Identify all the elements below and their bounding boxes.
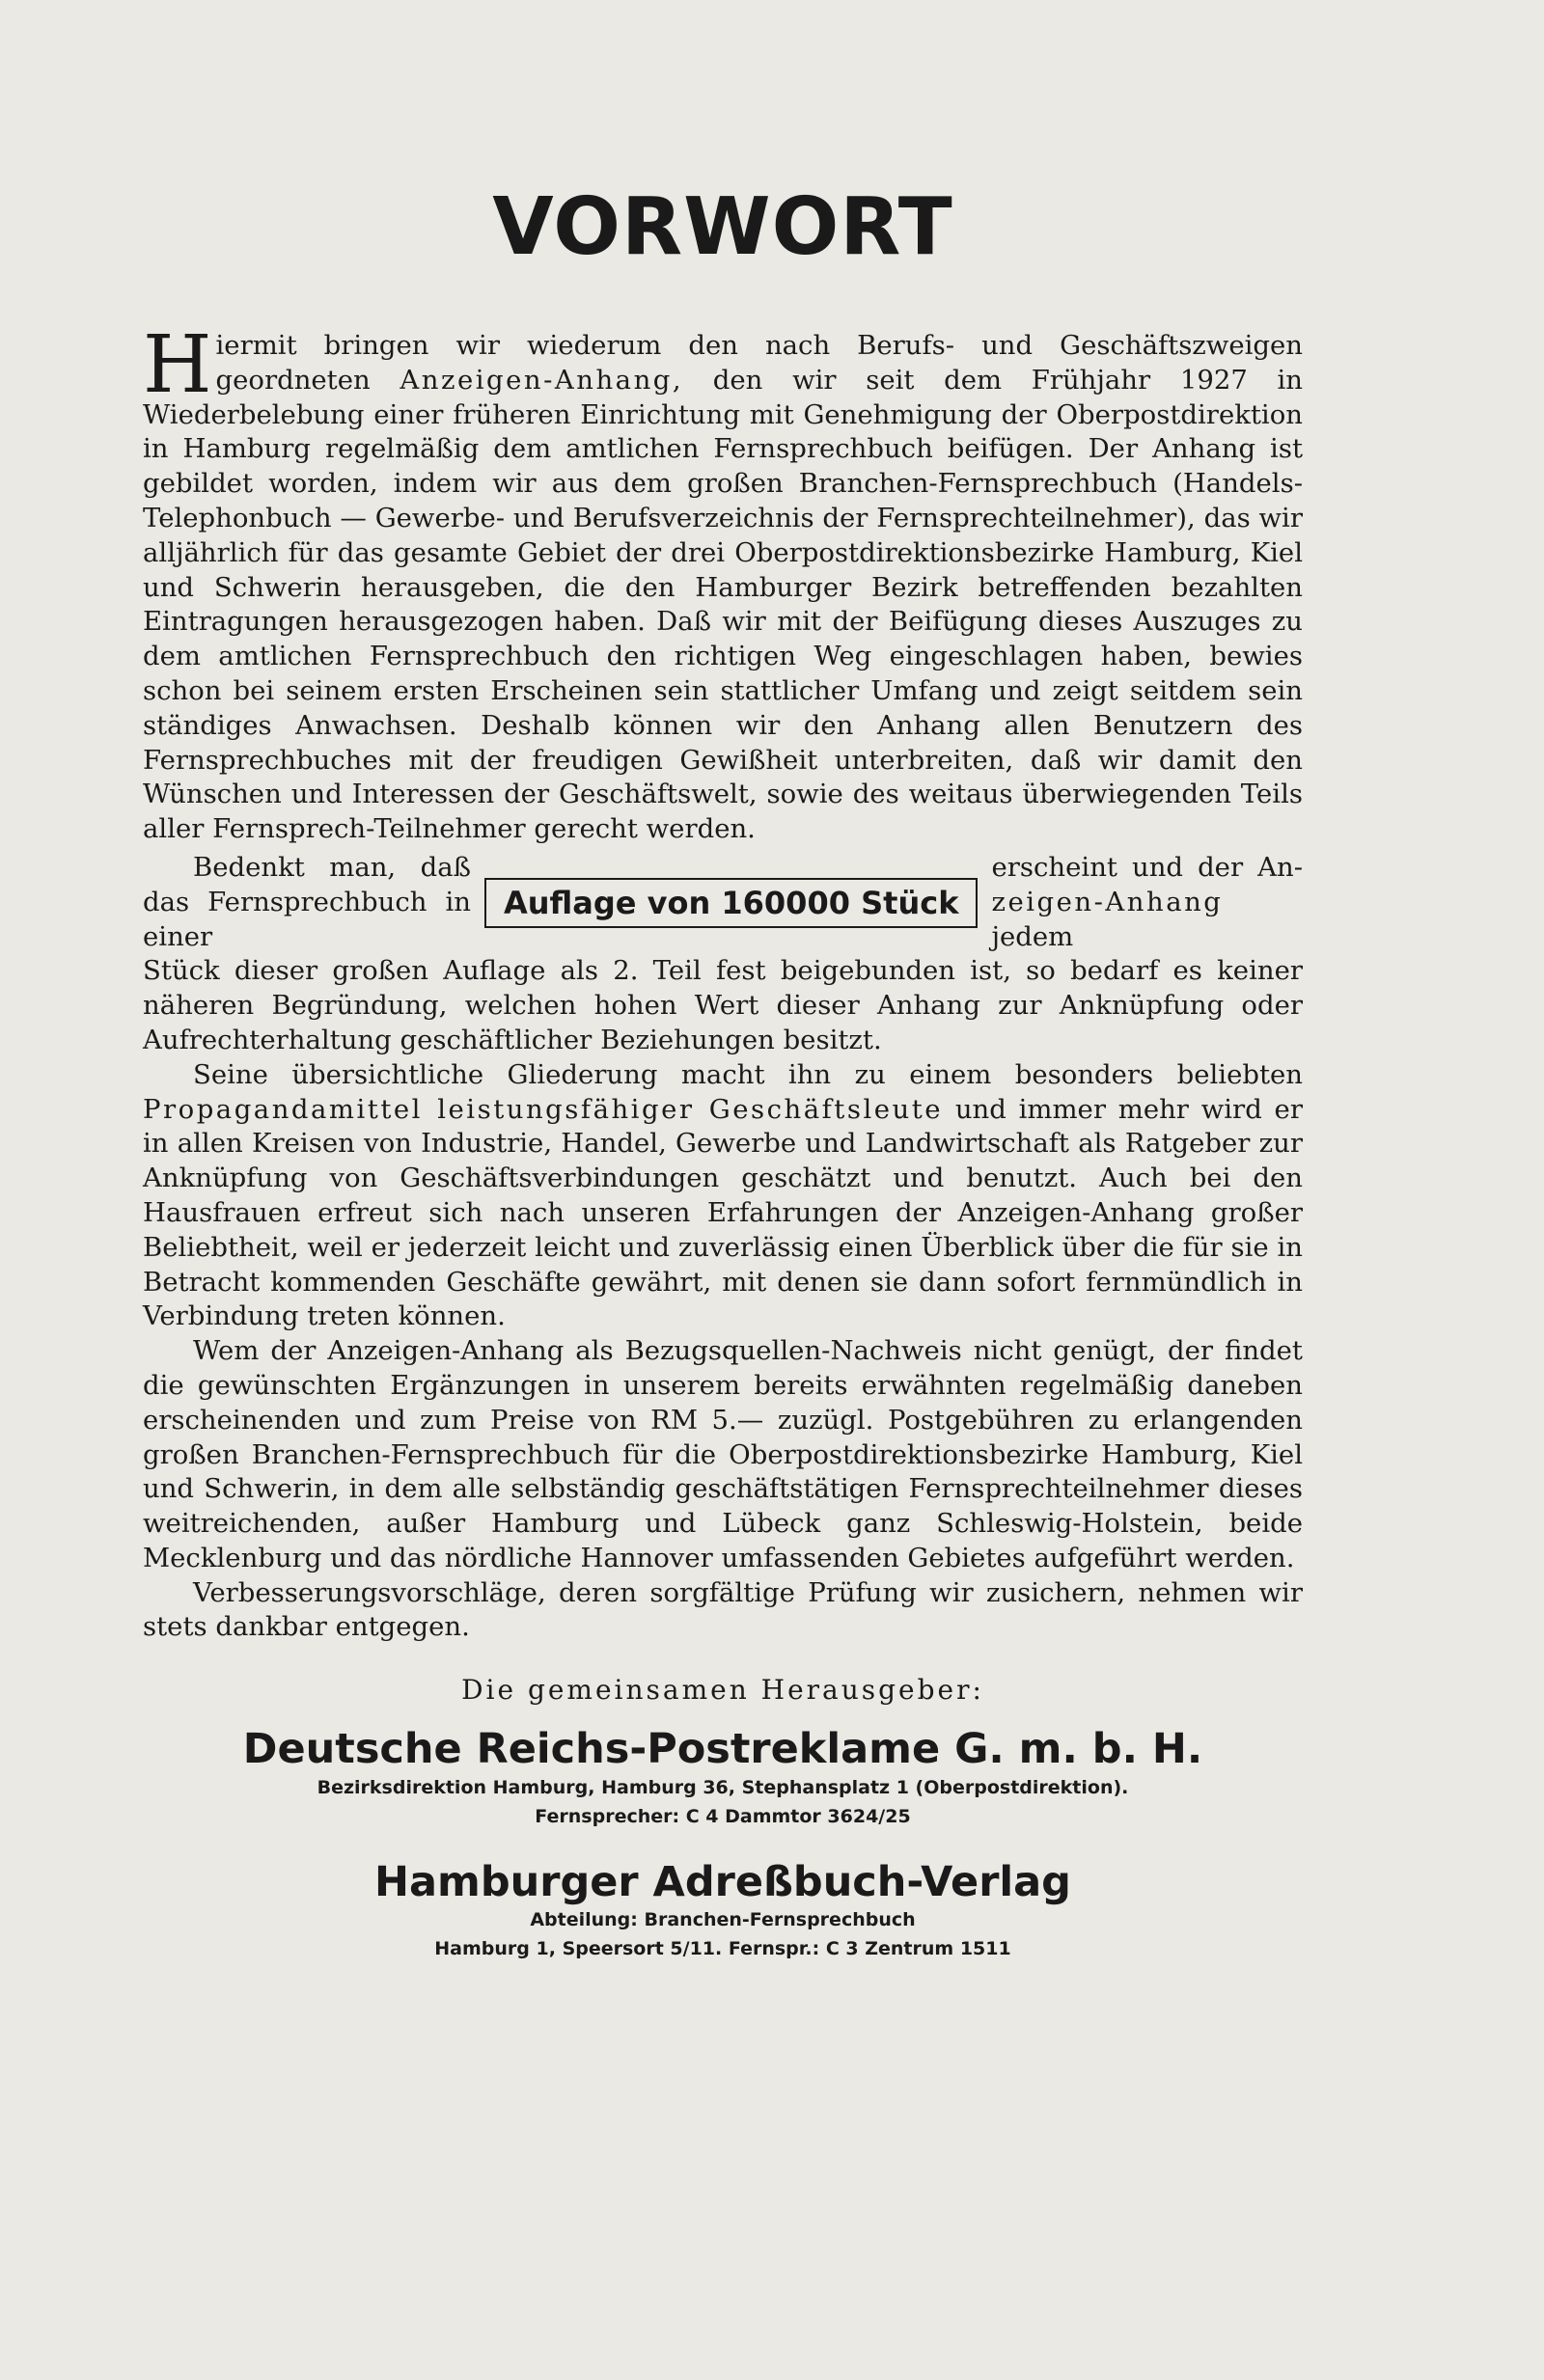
circulation-figure: Auflage von 160000 Stück — [484, 878, 978, 928]
paragraph-branchen: Wem der Anzeigen-Anhang als Bezugsquellen-Nachweis nicht genügt, der findet die gewünschten Ergänzungen in unserem bereits erwähnten regelmäßig daneben erscheinenden und zum Preise von RM 5.— zuzügl. Postgebühren zu erlangenden großen Branchen-Fernsprechbuch für die Oberpostdirektionsbezirke Hamburg, Kiel und Schwerin, in dem alle selbständig geschäftstätigen Fernsprechteilnehmer dieses weitreichenden, außer Hamburg und Lübeck ganz Schleswig-Holstein, beide Mecklenburg und das nördliche Hannover umfassenden Gebietes aufgeführt werden. — [143, 1335, 1303, 1573]
circulation-left-text — [143, 851, 471, 954]
publisher-2-address: Hamburg 1, Speersort 5/11. Fernspr.: C 3 Zentrum 1511 — [434, 1937, 1011, 1959]
publisher-2-name: Hamburger Adreßbuch-Verlag — [374, 1857, 1071, 1906]
intro-rest-text: den wir seit dem Frühjahr 1927 in Wiederbelebung einer früheren Einrichtung mit Genehmigung der Oberpostdirektion in Hamburg regelmäßig dem amtlichen Fernsprechbuch beifügen. Der Anhang ist gebildet worden, indem wir aus dem großen Branchen-Fernsprechbuch (Handels-Telephonbuch — Gewerbe- und Berufsverzeichnis der Fernsprechteilnehmer), das wir alljährlich für das gesamte Gebiet der drei Oberpostdirektionsbezirke Hamburg, Kiel und Schwerin herausgeben, die den Hamburger Bezirk betreffenden bezahlten Eintragungen herausgezogen haben. Daß wir mit der Beifügung dieses Auszuges zu dem amtlichen Fernsprechbuch den richtigen Weg eingeschlagen haben, bewies schon bei seinem ersten Erscheinen sein stattlicher Umfang und zeigt seitdem sein ständiges Anwachsen. Deshalb können wir den Anhang allen Benutzern des Fernsprechbuches mit der freudigen Gewißheit unterbreiten, daß wir damit den Wünschen und Interessen der Geschäftswelt, sowie des weitaus überwiegenden Teils aller Fernsprech-Teilnehmer gerecht werden. — [143, 364, 1303, 845]
paragraph-intro — [143, 319, 1303, 847]
intro-text: iermit bringen wir wiederum den nach Berufs- und Geschäftszweigen geordneten — [215, 330, 1303, 396]
page-content — [143, 181, 1303, 1963]
propaganda-start: Seine übersichtliche Gliederung macht ihn zu einem besonders beliebten — [193, 1058, 1303, 1090]
closing-block — [143, 1674, 1303, 1963]
publisher-1-name: Deutsche Reichs-Postreklame G. m. b. H. — [242, 1725, 1203, 1774]
publisher-2-department: Abteilung: Branchen-Fernsprechbuch — [530, 1908, 916, 1930]
publisher-2 — [143, 1857, 1303, 1963]
paragraph-circulation-head — [143, 851, 1303, 954]
publisher-1-address: Bezirksdirektion Hamburg, Hamburg 36, Stephansplatz 1 (Oberpostdirektion). — [317, 1776, 1129, 1798]
circulation-right-line-1: erscheint und der An- — [991, 851, 1303, 883]
publishers-intro: Die gemeinsamen Herausgeber: — [461, 1674, 984, 1707]
paragraph-suggestions: Verbesserungsvorschläge, deren sorgfältige Prüfung wir zusichern, nehmen wir stets dankbar entgegen. — [143, 1576, 1303, 1643]
circulation-right-text — [991, 851, 1303, 954]
page-title: VORWORT — [492, 181, 953, 273]
circulation-box — [484, 878, 978, 928]
publisher-1-phone: Fernsprecher: C 4 Dammtor 3624/25 — [535, 1805, 911, 1827]
paragraph-propaganda — [143, 1058, 1303, 1334]
circulation-right-line-2 — [991, 886, 1303, 955]
propaganda-spaced: Propagandamittel leistungsfähiger Geschäftsleute — [143, 1093, 944, 1125]
circulation-spaced: zeigen-Anhang — [991, 886, 1224, 917]
circulation-right-rest: jedem — [991, 920, 1074, 952]
propaganda-rest: und immer mehr wird er in allen Kreisen von Industrie, Handel, Gewerbe und Landwirtschaft als Ratgeber zur Anknüpfung von Geschäftsverbindungen geschätzt und benutzt. Auch bei den Hausfrauen erfreut sich nach unseren Erfahrungen der Anzeigen-Anhang großer Beliebtheit, weil er jederzeit leicht und zuverlässig einen Überblick über die für sie in Betracht kommenden Geschäfte gewährt, mit denen sie dann sofort fernmündlich in Verbindung treten können. — [143, 1093, 1303, 1332]
drop-cap: H — [143, 319, 212, 411]
paragraph-circulation: Stück dieser großen Auflage als 2. Teil fest beigebunden ist, so bedarf es keiner näheren Begründung, welchen hohen Wert dieser Anhang zur Anknüpfung oder Aufrechterhaltung geschäftlicher Beziehungen besitzt. — [143, 955, 1303, 1055]
publisher-1 — [143, 1727, 1303, 1830]
circulation-left-label: Bedenkt man, daß das Fernsprechbuch in einer — [143, 851, 471, 952]
intro-spaced-text: Anzeigen-Anhang, — [400, 364, 684, 396]
